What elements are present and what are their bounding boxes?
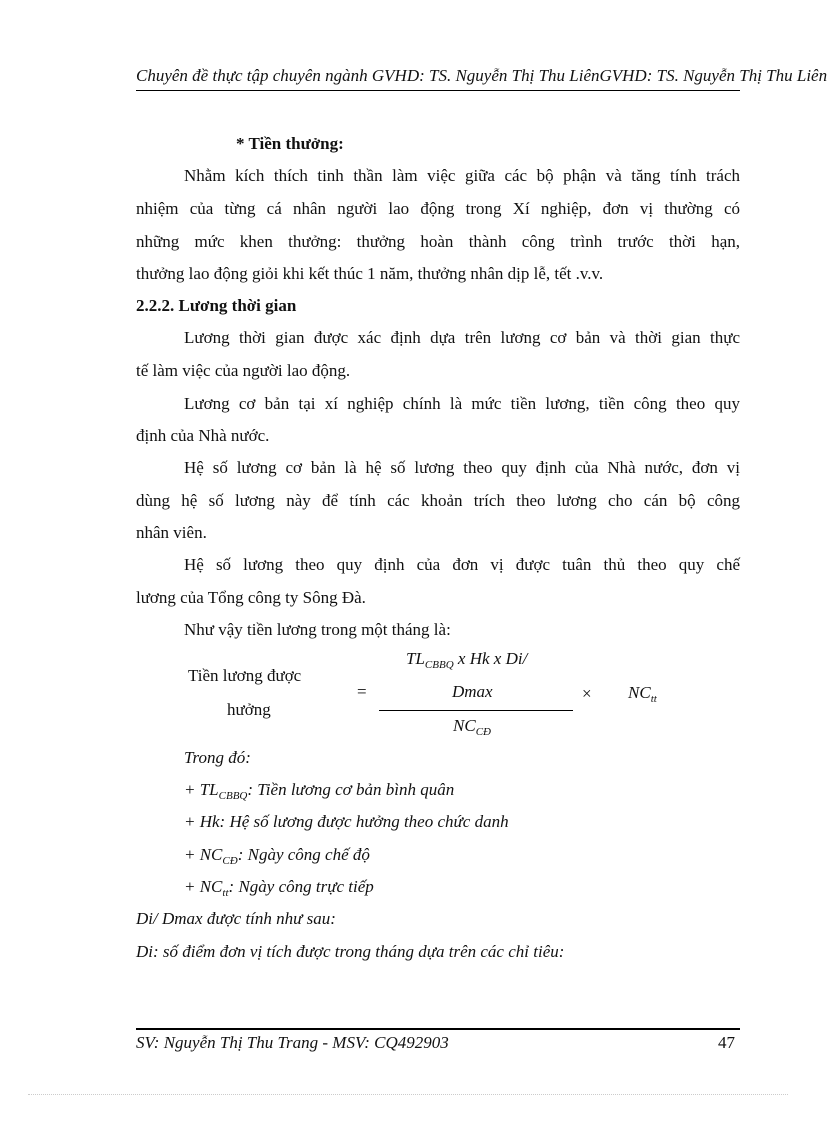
bonus-line-2: nhiệm của từng cá nhân người lao động trong Xí nghiệp, đơn vị thường có xyxy=(136,199,740,218)
legend-intro: Trong đó: xyxy=(184,748,251,767)
footer-student: SV: Nguyễn Thị Thu Trang - MSV: CQ492903 xyxy=(136,1033,449,1052)
legend-item-hk: + Hk: Hệ số lương được hưởng theo chức danh xyxy=(184,812,509,831)
bonus-line-3: những mức khen thưởng: thưởng hoàn thành công trình trước thời hạn, xyxy=(136,232,740,251)
base-line-1: Lương cơ bản tại xí nghiệp chính là mức tiền lương, tiền công theo quy xyxy=(184,394,740,413)
page-number: 47 xyxy=(718,1033,735,1052)
formula-lhs-line-1: Tiền lương được xyxy=(188,666,302,685)
time-line-1: Lương thời gian được xác định dựa trên lương cơ bản và thời gian thực xyxy=(184,328,740,347)
summary-line: Như vậy tiền lương trong một tháng là: xyxy=(184,620,451,639)
coef-line-1: Hệ số lương cơ bản là hệ số lương theo quy định của Nhà nước, đơn vị xyxy=(184,458,740,477)
formula-times: × xyxy=(582,684,592,703)
header-rule xyxy=(136,90,740,91)
di-dmax-line: Di/ Dmax được tính như sau: xyxy=(136,909,336,928)
time-line-2: tế làm việc của người lao động. xyxy=(136,361,351,380)
formula-numerator-line-1: $TL_{CBBQ}$ x Hk x Di/ xyxy=(406,649,528,671)
bonus-line-4: thưởng lao động giỏi khi kết thúc 1 năm, thưởng nhân dịp lễ, tết .v.v. xyxy=(136,264,604,283)
unit-line-2: lương của Tổng công ty Sông Đà. xyxy=(136,588,366,607)
formula-fraction-bar xyxy=(379,710,573,711)
formula-equals: = xyxy=(357,682,367,701)
footer-rule xyxy=(136,1028,740,1030)
bonus-heading: * Tiền thưởng: xyxy=(236,134,344,153)
legend-item-tl-cbbq: + $TL_{CBBQ}$: Tiền lương cơ bản bình quân xyxy=(184,780,455,802)
legend-item-nc-tt: + $NC_{tt}$: Ngày công trực tiếp xyxy=(184,877,374,899)
formula-denominator: $NC_{CĐ}$ xyxy=(453,716,491,738)
page-edge-dotted-line xyxy=(28,1094,788,1095)
formula-lhs-line-2: hưởng xyxy=(227,700,271,719)
coef-line-2: dùng hệ số lương này để tính các khoản trích theo lương cho cán bộ công xyxy=(136,491,740,510)
legend-item-nc-cd: + $NC_{CĐ}$: Ngày công chế độ xyxy=(184,845,370,867)
formula-numerator-line-2: Dmax xyxy=(452,682,493,701)
formula-rhs: $NC_{tt}$ xyxy=(628,683,657,705)
coef-line-3: nhân viên. xyxy=(136,523,207,542)
section-heading: 2.2.2. Lương thời gian xyxy=(136,296,297,315)
di-definition-line: Di: số điểm đơn vị tích được trong tháng dựa trên các chỉ tiêu: xyxy=(136,942,565,961)
running-header: Chuyên đề thực tập chuyên ngành GVHD: TS. Nguyễn Thị Thu LiênGVHD: TS. Nguyễn Thị Thu Liên xyxy=(136,66,827,85)
bonus-line-1: Nhằm kích thích tinh thần làm việc giữa các bộ phận và tăng tính trách xyxy=(184,166,740,185)
unit-line-1: Hệ số lương theo quy định của đơn vị được tuân thủ theo quy chế xyxy=(184,555,740,574)
base-line-2: định của Nhà nước. xyxy=(136,426,270,445)
